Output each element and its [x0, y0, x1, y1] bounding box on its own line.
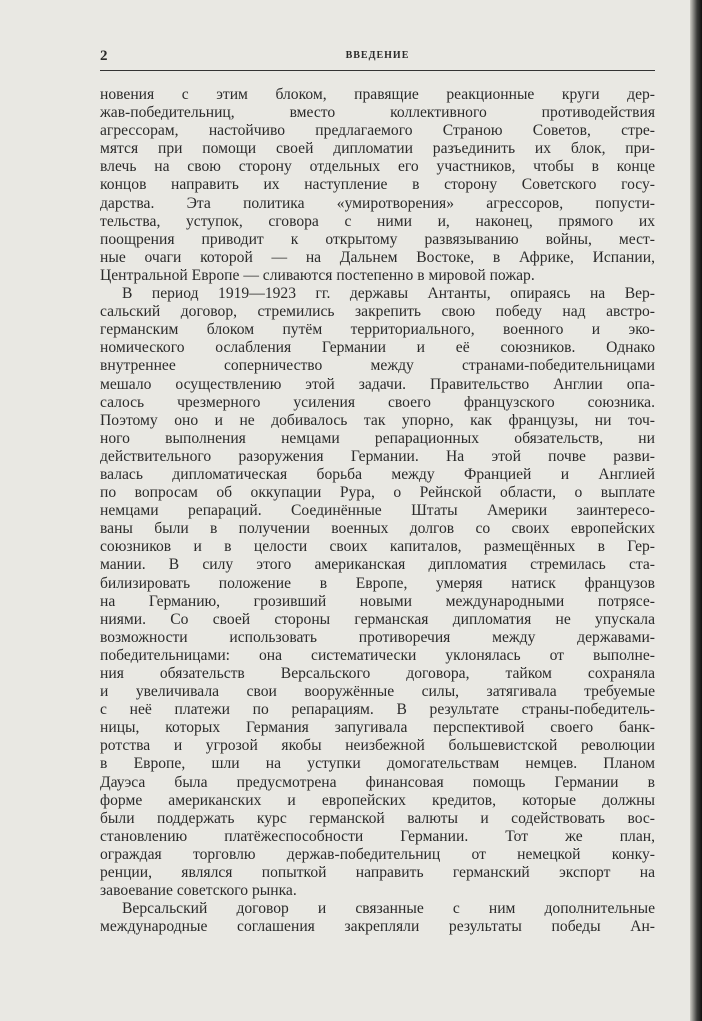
text-line: мешало осуществлению этой задачи. Правительство Англии опа-: [100, 375, 655, 393]
text-line: по вопросам об оккупации Рура, о Рейнской области, о выплате: [100, 484, 655, 502]
paragraph: [100, 86, 655, 285]
paragraph: [100, 285, 655, 900]
text-line: билизировать положение в Европе, умеряя натиск французов: [100, 574, 655, 592]
running-header: [100, 48, 655, 68]
text-line: мании. В силу этого американская дипломатия стремилась ста-: [100, 556, 655, 574]
text-line: победительницами: она систематически уклонялась от выполне-: [100, 646, 655, 664]
text-line: завоевание советского рынка.: [100, 882, 297, 900]
text-line: ницы, которых Германия запугивала перспективой своего банк-: [100, 719, 655, 737]
text-line: салось чрезмерного усиления своего французского союзника.: [100, 393, 655, 411]
text-line: международные соглашения закрепляли результаты победы Ан-: [100, 918, 655, 936]
body-text: [100, 86, 655, 936]
text-line: ваны были в получении военных долгов со своих европейских: [100, 520, 655, 538]
text-line: поощрения приводит к открытому развязыванию войны, мест-: [100, 230, 655, 248]
text-line: Поэтому оно и не добивалось так упорно, как французы, ни точ-: [100, 411, 655, 429]
text-line: ниями. Со своей стороны германская дипломатия не упускала: [100, 610, 655, 628]
text-line: Дауэса была предусмотрена финансовая помощь Германии в: [100, 773, 655, 791]
text-line: в Европе, шли на уступки домогательствам немцев. Планом: [100, 755, 655, 773]
text-line: ротства и угрозой якобы неизбежной большевистской революции: [100, 737, 655, 755]
running-title: ВВЕДЕНИЕ: [345, 50, 410, 61]
page-number: 2: [100, 48, 108, 64]
text-line: номического ослабления Германии и её союзников. Однако: [100, 339, 655, 357]
text-line: Версальский договор и связанные с ним дополнительные: [122, 900, 655, 918]
text-line: действительного разоружения Германии. На этой почве разви-: [100, 447, 655, 465]
text-line: ные очаги которой — на Дальнем Востоке, в Африке, Испании,: [100, 248, 655, 266]
text-line: и увеличивала свои вооружённые силы, затягивала требуемые: [100, 683, 655, 701]
text-line: дарства. Эта политика «умиротворения» агрессоров, попусти-: [100, 194, 655, 212]
text-line: В период 1919—1923 гг. державы Антанты, опираясь на Вер-: [122, 285, 655, 303]
text-line: германским блоком путём территориального, военного и эко-: [100, 321, 655, 339]
text-line: новения с этим блоком, правящие реакционные круги дер-: [100, 86, 655, 103]
text-line: валась дипломатическая борьба между Францией и Англией: [100, 465, 655, 483]
text-line: ного выполнения немцами репарационных обязательств, ни: [100, 429, 655, 447]
text-line: на Германию, грозивший новыми международными потрясе-: [100, 592, 655, 610]
text-line: возможности использовать противоречия между державами-: [100, 628, 655, 646]
paragraph: [100, 900, 655, 936]
text-line: ния обязательств Версальского договора, тайком сохраняла: [100, 665, 655, 682]
text-line: сальский договор, стремились закрепить свою победу над австро-: [100, 303, 655, 321]
page-edge-shadow: [690, 0, 702, 1021]
text-line: ренции, являлся попыткой направить германский экспорт на: [100, 864, 655, 882]
text-line: тельства, уступок, сговора с ними и, наконец, прямого их: [100, 212, 655, 230]
text-line: жав-победительниц, вместо коллективного противодействия: [100, 104, 655, 122]
text-line: внутреннее соперничество между странами-победительницами: [100, 357, 655, 375]
text-line: концов направить их наступление в сторону Советского госу-: [100, 176, 655, 194]
text-line: агрессорам, настойчиво предлагаемого Страною Советов, стре-: [100, 122, 655, 140]
header-rule: [100, 70, 655, 71]
text-line: становлению платёжеспособности Германии. Тот же план,: [100, 827, 655, 845]
text-line: Центральной Европе — сливаются постепенно в мировой пожар.: [100, 266, 535, 284]
text-line: были поддержать курс германской валюты и содействовать вос-: [100, 809, 655, 827]
text-line: немцами репараций. Соединённые Штаты Америки заинтересо-: [100, 502, 655, 520]
text-line: союзников и в целости своих капиталов, размещённых в Гер-: [100, 538, 655, 556]
text-line: влечь на свою сторону отдельных его участников, чтобы в конце: [100, 158, 655, 176]
text-line: мятся при помощи своей дипломатии разъединить их блок, при-: [100, 140, 655, 158]
text-line: ограждая торговлю держав-победительниц от немецкой конку-: [100, 845, 655, 863]
text-line: форме американских и европейских кредитов, которые должны: [100, 791, 655, 809]
text-line: с неё платежи по репарациям. В результате страны-победитель-: [100, 701, 655, 719]
